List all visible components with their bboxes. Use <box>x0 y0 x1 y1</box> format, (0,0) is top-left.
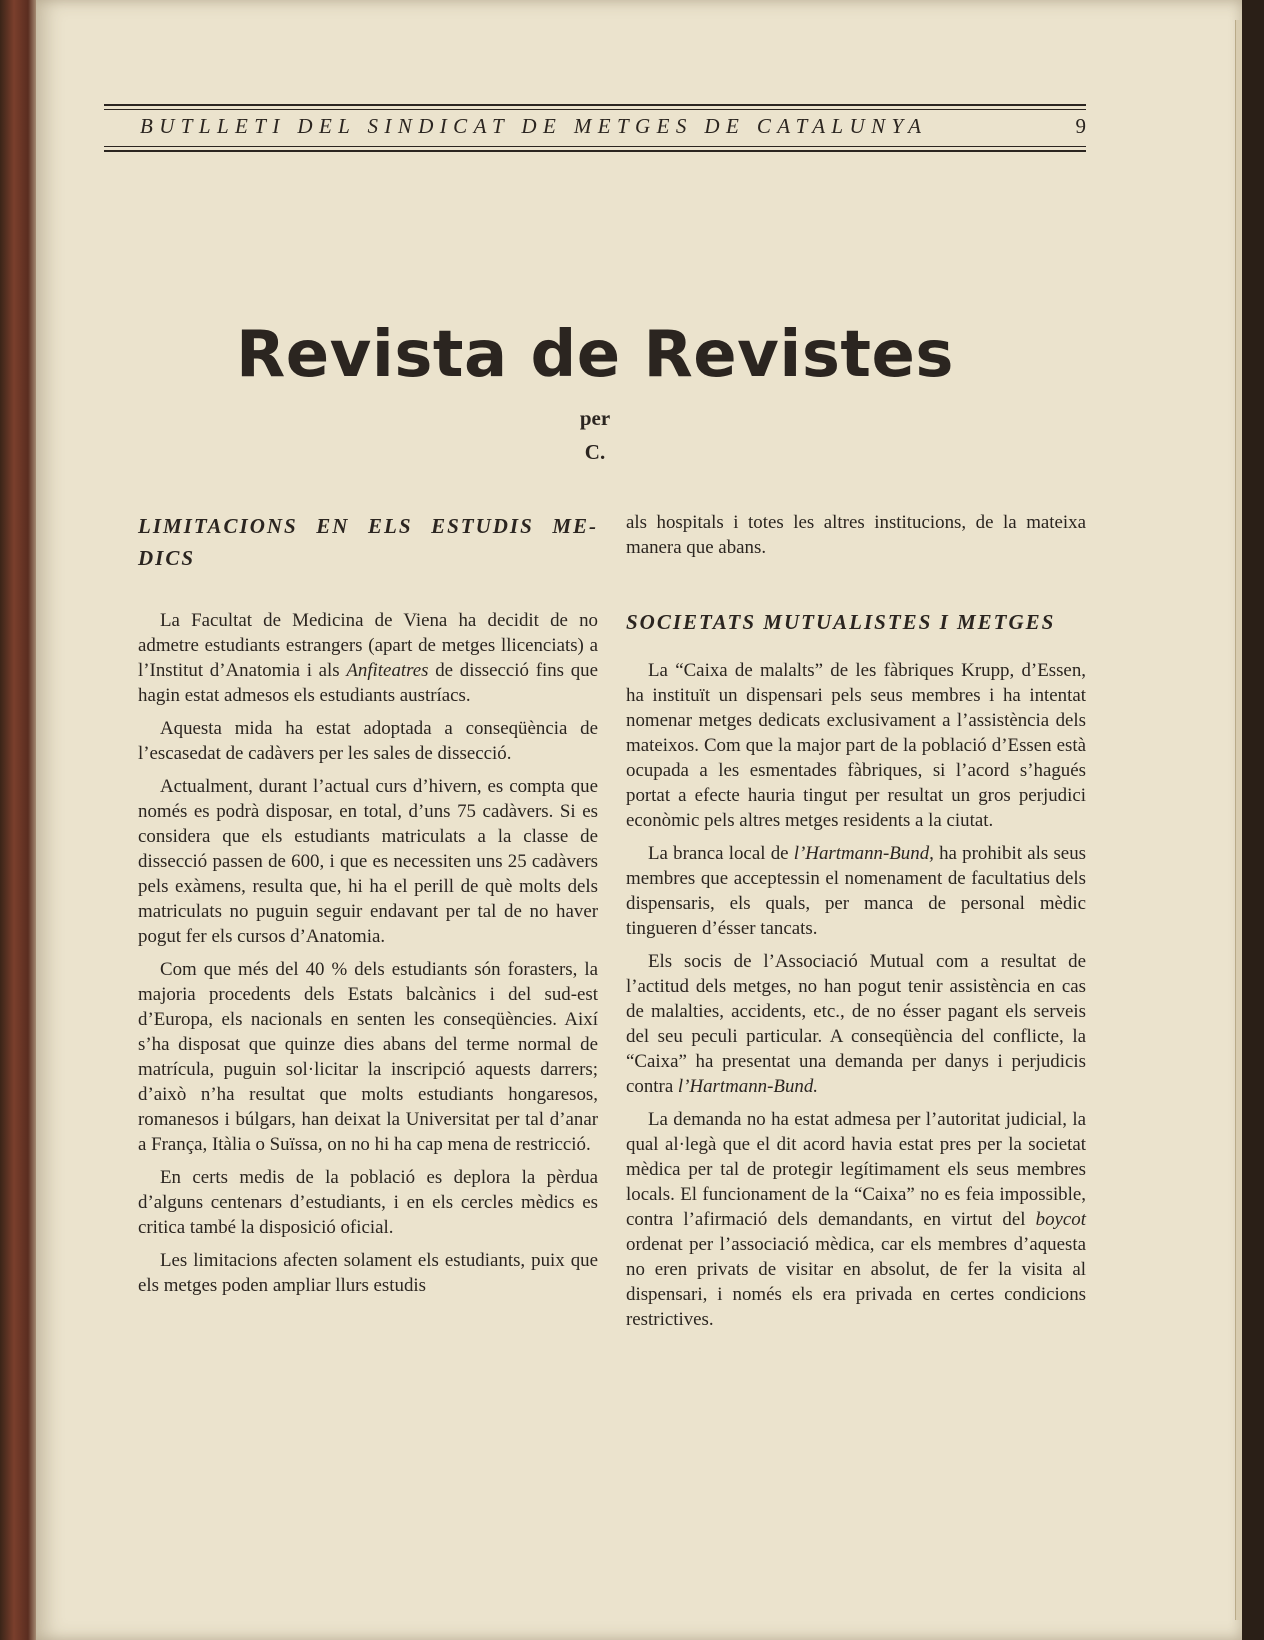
text: La demanda no ha estat admesa per l’autoritat judicial, la qual al·legà que el dit acord havia estat pres per la societat mèdica per tal de protegir legítimament els seus membres locals. El funcionament de la “Caixa” no es feia impossible, contra l’afirmació dels demandants, en virtut del <box>626 1109 1086 1230</box>
text: Els socis de l’Associació Mutual com a resultat de l’actitud dels metges, no han pogut tenir assistència en cas de malalties, accidents, etc., de no ésser pagant els serveis del seu peculi particular. A conseqüència del conflicte, la “Caixa” ha presentat una demanda per danys i perjudicis contra <box>626 951 1086 1097</box>
text: de dissecció fins que hagin estat admesos els estudiants austríacs. <box>138 660 599 706</box>
text: La branca local de <box>648 843 794 864</box>
paragraph-continuation: als hospitals i totes les altres institucions, de la mateixa manera que abans. <box>626 512 1086 558</box>
section-title-societats: SOCIETATS MUTUALISTES I METGES <box>626 610 1056 634</box>
page-number: 9 <box>1075 114 1086 138</box>
paragraph: La “Caixa de malalts” de les fàbriques Krupp, d’Essen, ha instituït un dispensari pels seus membres i ha intentat nomenar metges dedicats exclusivament a l’assistència dels mateixos. Com que la major part de la població d’Essen està ocupada a les esmentades fàbriques, si l’acord s’hagués portat a efecte hauria tingut per resultat un gros perjudici econòmic pels altres metges residents a la ciutat. <box>626 660 1086 831</box>
right-column <box>626 510 1086 1340</box>
paragraph: Actualment, durant l’actual curs d’hivern, es compta que només es podrà disposar, en total, d’uns 75 cadàvers. Si es considera que els estudiants matriculats a la classe de dissecció passen de 600, i que es necessiten uns 25 cadàvers pels exàmens, resulta que, hi ha el perill de què molts dels matriculats no puguin seguir endavant per tal de no haver pogut fer els cursos d’Anatomia. <box>138 776 598 947</box>
page-edge <box>1235 20 1242 1620</box>
journal-title: BUTLLETI DEL SINDICAT DE METGES DE CATALUNYA <box>140 114 928 138</box>
paragraph <box>138 608 598 708</box>
running-header <box>104 104 1086 156</box>
paragraph: Les limitacions afecten solament els estudiants, puix que els metges poden ampliar llurs estudis <box>138 1250 598 1296</box>
header-rule-top-thin <box>104 109 1086 110</box>
paragraph <box>626 949 1086 1099</box>
article-title: Revista de Revistes <box>235 318 955 392</box>
text: La Facultat de Medicina de Viena ha decidit de no admetre estudiants estrangers (apart de metges llicenciats) a l’Institut d’Anatomia i als <box>138 610 598 681</box>
italic-text: Anfiteatres <box>346 660 429 681</box>
book-spine <box>0 0 40 1640</box>
italic-text: l’Hartmann-Bund. <box>677 1076 819 1097</box>
text: ha prohibit als seus membres que acceptessin el nomenament de facultatius dels dispensaris, els quals, per manca de personal mèdic tingueren d’ésser tancats. <box>626 843 1086 939</box>
header-rule-bottom <box>104 150 1086 152</box>
paragraph <box>626 1107 1086 1332</box>
header-rule-bottom-thin <box>104 146 1086 147</box>
paragraph: Com que més del 40 % dels estudiants són forasters, la majoria procedents dels Estats balcànics i del sud-est d’Europa, els nacionals en senten les conseqüències. Així s’ha disposat que quinze dies abans del terme normal de matrícula, puguin sol·licitar la inscripció aquests darrers; d’això n’ha resultat que molts estudiants hongaresos, romanesos i búlgars, han deixat la Universitat per tal d’anar a França, Itàlia o Suïssa, on no hi ha cap mena de restricció. <box>138 959 598 1155</box>
italic-text: l’Hartmann-Bund, <box>793 843 934 864</box>
paragraph <box>626 841 1086 941</box>
header-rule-top <box>104 104 1086 106</box>
text: ordenat per l’associació mèdica, car els membres d’aquesta no eren privats de visitar en absolut, de fer la visita al dispensari, i només els era privada en certes condicions restrictives. <box>626 1234 1086 1330</box>
paragraph: En certs medis de la població es deplora la pèrdua d’alguns centenars d’estudiants, i en els cercles mèdics es critica també la disposició oficial. <box>138 1167 598 1238</box>
paragraph: Aquesta mida ha estat adoptada a conseqüència de l’escasedat de cadàvers per les sales de dissecció. <box>138 718 598 764</box>
byline-author: C. <box>584 440 606 464</box>
section-title-limitacions: LIMITACIONS EN ELS ESTUDIS ME-DICS <box>138 514 598 570</box>
left-column <box>138 510 598 1306</box>
italic-text: boycot <box>1035 1209 1086 1230</box>
byline-per: per <box>579 406 611 430</box>
